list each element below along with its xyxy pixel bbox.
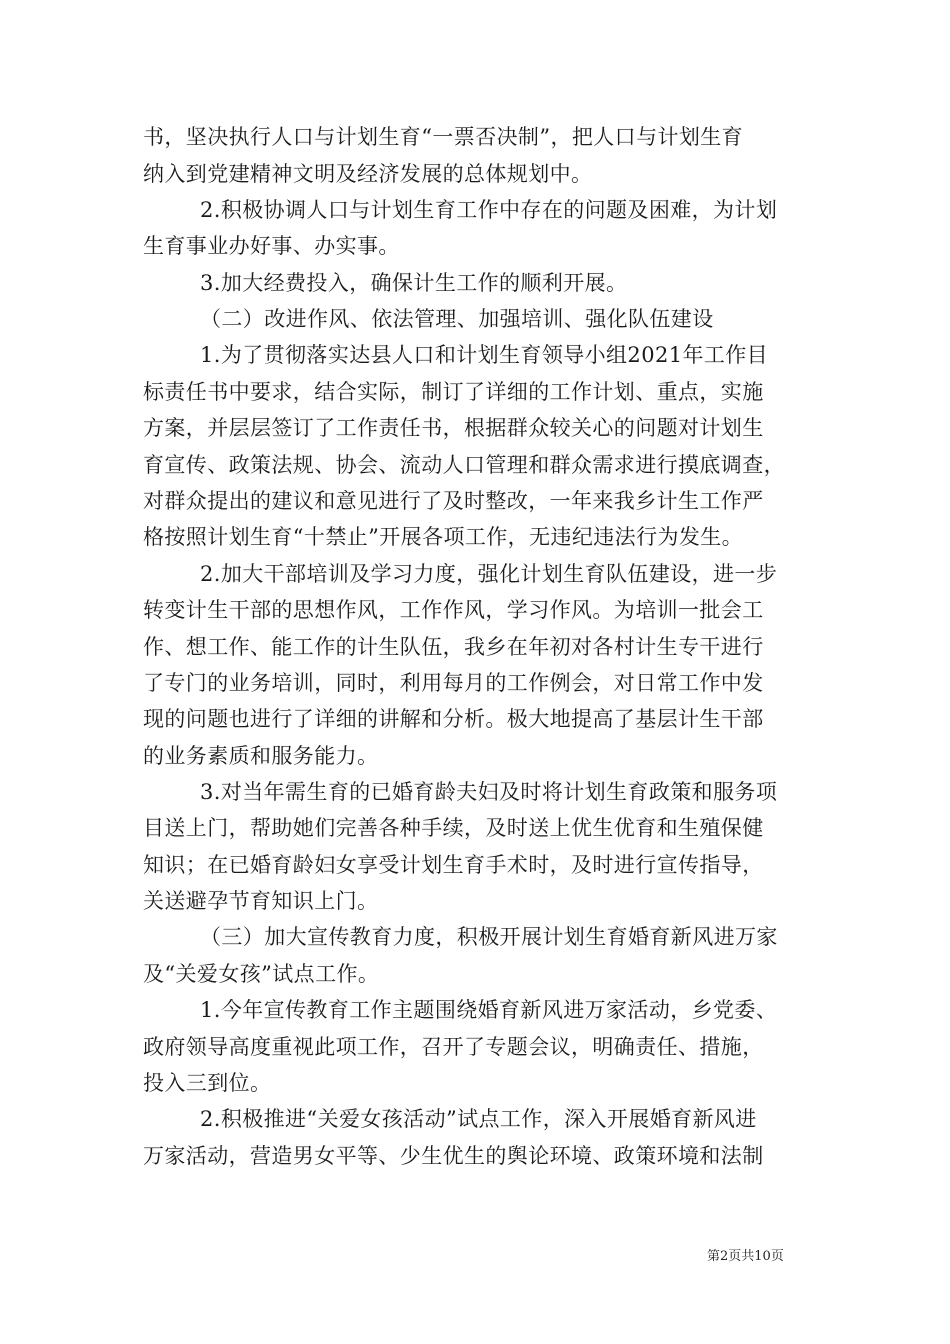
paragraph-line: 3.对当年需生育的已婚育龄夫妇及时将计划生育政策和服务项 [200, 780, 778, 804]
paragraph-line: 万家活动，营造男女平等、少生优生的舆论环境、政策环境和法制 [143, 1144, 764, 1168]
paragraph-line: 标责任书中要求，结合实际，制订了详细的工作计划、重点，实施 [143, 380, 764, 404]
paragraph-line: 转变计生干部的思想作风，工作作风，学习作风。为培训一批会工 [143, 598, 764, 622]
paragraph-line: 1.今年宣传教育工作主题围绕婚育新风进万家活动，乡党委、 [200, 998, 778, 1022]
paragraph-line: 目送上门，帮助她们完善各种手续，及时送上优生优育和生殖保健 [143, 816, 764, 840]
paragraph-line: 知识；在已婚育龄妇女享受计划生育手术时，及时进行宣传指导， [143, 853, 764, 877]
paragraph-line: 了专门的业务培训，同时，利用每月的工作例会，对日常工作中发 [143, 671, 764, 695]
paragraph-line: 关送避孕节育知识上门。 [143, 889, 379, 913]
section-heading: （三）加大宣传教育力度，积极开展计划生育婚育新风进万家 [200, 925, 778, 949]
paragraph-line: 1.为了贯彻落实达县人口和计划生育领导小组2021年工作目 [200, 343, 769, 367]
paragraph-line: 育宣传、政策法规、协会、流动人口管理和群众需求进行摸底调查， [143, 453, 785, 477]
paragraph-line: 生育事业办好事、办实事。 [143, 234, 400, 258]
paragraph-line: 2.积极推进“关爱女孩活动”试点工作，深入开展婚育新风进 [200, 1107, 757, 1131]
paragraph-line: 对群众提出的建议和意见进行了及时整改，一年来我乡计生工作严 [143, 489, 764, 513]
paragraph-line: 的业务素质和服务能力。 [143, 744, 379, 768]
paragraph-line: 2.加大干部培训及学习力度，强化计划生育队伍建设，进一步 [200, 562, 778, 586]
paragraph-line: 政府领导高度重视此项工作，召开了专题会议，明确责任、措施， [143, 1035, 764, 1059]
section-heading: （二）改进作风、依法管理、加强培训、强化队伍建设 [200, 307, 714, 331]
paragraph-line: 格按照计划生育“十禁止”开展各项工作，无违纪违法行为发生。 [143, 525, 744, 549]
page-number: 第2页共10页 [707, 1249, 784, 1264]
paragraph-line: 方案，并层层签订了工作责任书，根据群众较关心的问题对计划生 [143, 416, 764, 440]
paragraph-line: 3.加大经费投入，确保计生工作的顺利开展。 [200, 271, 628, 295]
paragraph-line: 书，坚决执行人口与计划生育“一票否决制”，把人口与计划生育 [143, 125, 744, 149]
section-heading-continued: 及“关爱女孩”试点工作。 [143, 962, 380, 986]
paragraph-line: 纳入到党建精神文明及经济发展的总体规划中。 [143, 162, 593, 186]
paragraph-line: 2.积极协调人口与计划生育工作中存在的问题及困难，为计划 [200, 198, 778, 222]
paragraph-line: 投入三到位。 [143, 1071, 272, 1095]
paragraph-line: 现的问题也进行了详细的讲解和分析。极大地提高了基层计生干部 [143, 707, 764, 731]
paragraph-line: 作、想工作、能工作的计生队伍，我乡在年初对各村计生专干进行 [143, 635, 764, 659]
